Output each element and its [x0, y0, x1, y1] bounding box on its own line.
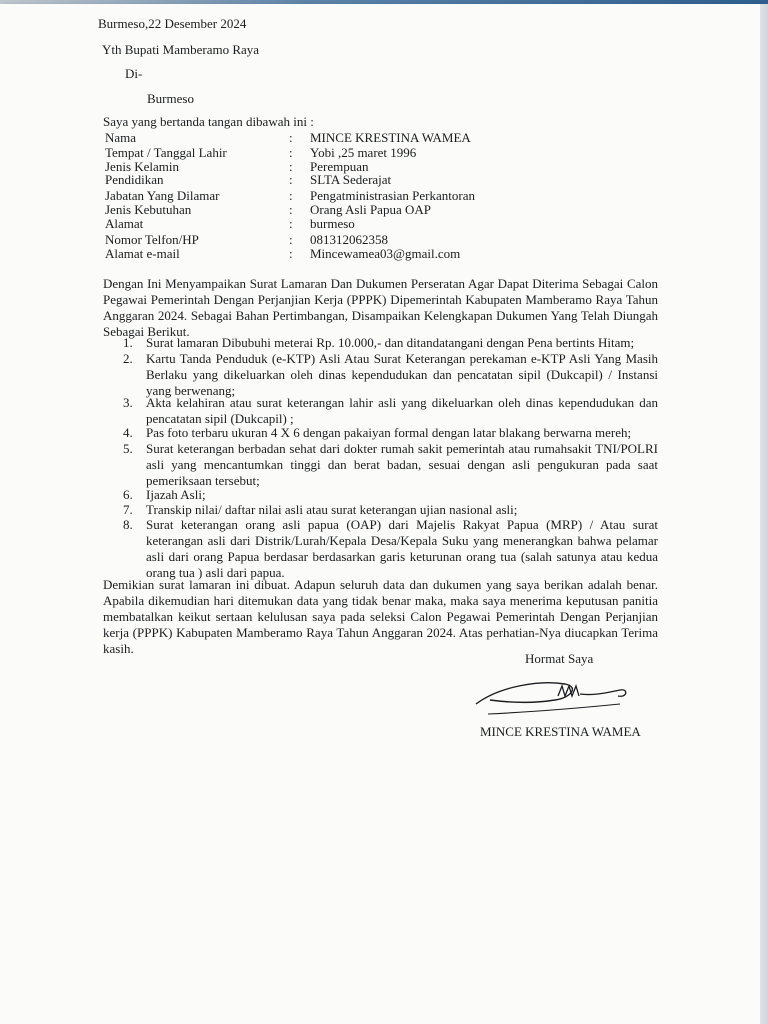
identity-label: Jabatan Yang Dilamar: [105, 188, 220, 203]
body-paragraph: Dengan Ini Menyampaikan Surat Lamaran Dan Dukumen Perseratan Agar Dapat Diterima Sebagai Calon Pegawai Pemerintah Dengan Perjanjian Kerja (PPPK) Dipemerintah Kabupaten Mamberamo Raya Tahun Anggaran 2024. Sebagai Bahan Pertimbangan, Disampaikan Kelengkapan Dukumen Yang Telah Diungah Sebagai Berikut.: [103, 276, 658, 339]
identity-colon: :: [289, 246, 293, 261]
list-item-number: 1.: [123, 335, 133, 350]
list-item-number: 7.: [123, 502, 133, 517]
list-item-text: Kartu Tanda Penduduk (e-KTP) Asli Atau Surat Keterangan perekaman e-KTP Asli Yang Masih Berlaku yang dikeluarkan oleh dinas kependudukan dan pencatatan sipil (Dukcapil) / Instansi yang berwenang;: [146, 351, 658, 398]
identity-value: Pengatministrasian Perkantoran: [310, 188, 475, 203]
identity-colon: :: [289, 130, 293, 145]
identity-label: Pendidikan: [105, 172, 164, 187]
identity-label: Nama: [105, 130, 137, 145]
identity-colon: :: [289, 202, 293, 217]
identity-colon: :: [289, 172, 293, 187]
identity-label: Tempat / Tanggal Lahir: [105, 145, 227, 160]
list-item-text: Transkip nilai/ daftar nilai asli atau surat keterangan ujian nasional asli;: [146, 502, 518, 517]
list-item-number: 4.: [123, 425, 133, 440]
identity-label: Nomor Telfon/HP: [105, 232, 199, 247]
identity-value: Mincewamea03@gmail.com: [310, 246, 461, 261]
recipient-city: Burmeso: [147, 91, 194, 106]
closing-greeting: Hormat Saya: [525, 651, 594, 666]
list-item-number: 5.: [123, 441, 133, 456]
identity-value: 081312062358: [310, 232, 388, 247]
identity-value: Perempuan: [310, 159, 369, 174]
list-item-number: 8.: [123, 517, 133, 532]
recipient: Yth Bupati Mamberamo Raya: [102, 42, 260, 57]
identity-label: Jenis Kebutuhan: [105, 202, 192, 217]
list-item-text: Ijazah Asli;: [146, 487, 206, 502]
letter-page: [0, 4, 760, 1024]
identity-label: Alamat: [105, 216, 144, 231]
identity-colon: :: [289, 145, 293, 160]
signatory-name: MINCE KRESTINA WAMEA: [480, 724, 641, 739]
identity-colon: :: [289, 216, 293, 231]
list-item-number: 3.: [123, 395, 133, 410]
list-item-text: Surat keterangan berbadan sehat dari dokter rumah sakit pemerintah atau rumahsakit TNI/POLRI asli yang mencantumkan tinggi dan berat badan, sesuai dengan asli pengukuran pada saat pemeriksaan tersebut;: [146, 441, 658, 488]
identity-value: SLTA Sederajat: [310, 172, 392, 187]
list-item-number: 6.: [123, 487, 133, 502]
intro-line: Saya yang bertanda tangan dibawah ini :: [103, 114, 314, 129]
list-item-text: Surat lamaran Dibubuhi meterai Rp. 10.000,- dan ditandatangani dengan Pena bertints Hitam;: [146, 335, 635, 350]
identity-label: Jenis Kelamin: [105, 159, 180, 174]
identity-value: MINCE KRESTINA WAMEA: [310, 130, 471, 145]
identity-colon: :: [289, 232, 293, 247]
closing-paragraph: Demikian surat lamaran ini dibuat. Adapun seluruh data dan dukumen yang saya berikan adalah benar. Apabila dikemudian hari ditemukan data yang tidak benar maka, maka saya menerima keputusan panitia membatalkan keikut sertaan kelulusan saya pada seleksi Calon Pegawai Pemerintah Dengan Perjanjian kerja (PPPK) Kabupaten Mamberamo Raya Tahun Anggaran 2024. Atas perhatian-Nya diucapkan Terima kasih.: [103, 577, 658, 656]
recipient-di: Di-: [125, 66, 143, 81]
scan-right-edge: [760, 4, 768, 1024]
identity-colon: :: [289, 188, 293, 203]
list-item-text: Surat keterangan orang asli papua (OAP) dari Majelis Rakyat Papua (MRP) / Atau surat keterangan asli dari Distrik/Lurah/Kepala Desa/Kepala Suku yang menerangkan bahwa pelamar asli dari orang Papua berdasar berdasarkan garis keturunan orang tua (salah satunya atau kedua orang tua ) asli dari papua.: [146, 517, 658, 580]
identity-label: Alamat e-mail: [105, 246, 180, 261]
list-item-text: Akta kelahiran atau surat keterangan lahir asli yang dikeluarkan oleh dinas kependudukan dan pencatatan sipil (Dukcapil) ;: [146, 395, 658, 426]
identity-value: burmeso: [310, 216, 355, 231]
identity-value: Orang Asli Papua OAP: [310, 202, 431, 217]
list-item-number: 2.: [123, 351, 133, 366]
place-date: Burmeso,22 Desember 2024: [98, 16, 247, 31]
list-item-text: Pas foto terbaru ukuran 4 X 6 dengan pakaiyan formal dengan latar blakang berwarna mereh;: [146, 425, 632, 440]
identity-value: Yobi ,25 maret 1996: [310, 145, 417, 160]
handwritten-signature: [470, 674, 640, 724]
identity-colon: :: [289, 159, 293, 174]
